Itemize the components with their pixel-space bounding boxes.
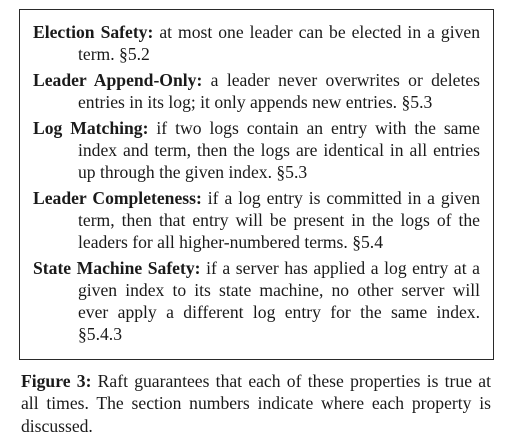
property-description: if two logs contain an entry with the same index and term, then the logs are identical in all entries up through the given index. §5.3 <box>78 118 480 182</box>
property-name: Log Matching: <box>33 118 149 138</box>
property-name: State Machine Safety: <box>33 258 201 278</box>
properties-box <box>19 9 494 360</box>
figure-caption <box>21 370 491 437</box>
property-description: if a server has applied a log entry at a given index to its state machine, no other server will ever apply a different log entry for the same index. §5.4.3 <box>78 258 480 344</box>
property-description: if a log entry is committed in a given term, then that entry will be present in the logs of the leaders for all higher-numbered terms. §5.4 <box>78 188 481 252</box>
property-name: Leader Append-Only: <box>33 70 203 90</box>
property-description: at most one leader can be elected in a given term. §5.2 <box>78 22 480 64</box>
property-name: Leader Completeness: <box>33 188 202 208</box>
property-state-machine-safety <box>33 257 480 345</box>
property-leader-completeness <box>33 187 480 253</box>
property-name: Election Safety: <box>33 22 154 42</box>
property-description: a leader never overwrites or deletes entries in its log; it only appends new entries. §5.3 <box>78 70 480 112</box>
property-election-safety <box>33 21 480 65</box>
figure-label: Figure 3: <box>21 371 92 391</box>
property-log-matching <box>33 117 480 183</box>
caption-text: Raft guarantees that each of these properties is true at all times. The section numbers indicate where each property is discussed. <box>21 371 491 436</box>
property-leader-append-only <box>33 69 480 113</box>
